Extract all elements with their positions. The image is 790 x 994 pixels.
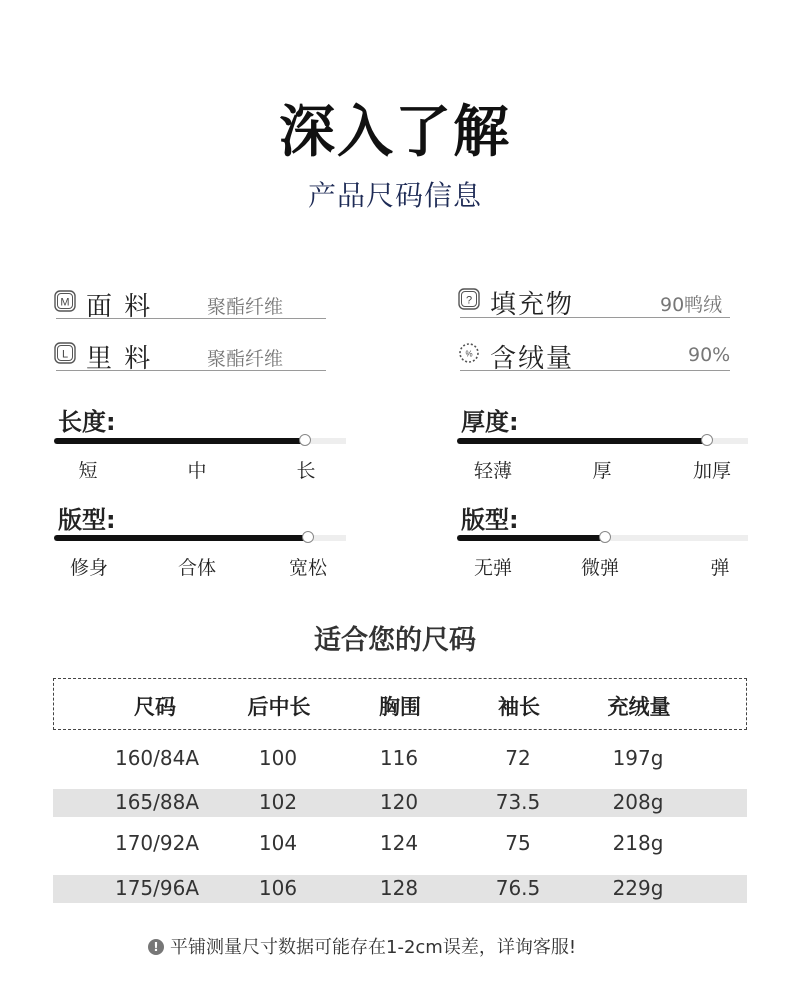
table-cell: 75 <box>505 831 531 855</box>
size-table <box>53 678 747 900</box>
table-cell: 73.5 <box>495 790 541 814</box>
table-cell: 160/84A <box>114 746 200 770</box>
attribute-lining <box>54 338 326 374</box>
length-slider <box>54 438 346 444</box>
table-cell: 120 <box>379 790 419 814</box>
table-row <box>53 789 747 817</box>
table-cell: 124 <box>379 831 419 855</box>
scale-tick: 宽松 <box>288 557 328 579</box>
scale-tick: 中 <box>187 460 207 482</box>
letter-l-icon <box>54 342 76 364</box>
thickness-slider <box>457 438 748 444</box>
table-cell: 106 <box>258 876 298 900</box>
scale-tick: 加厚 <box>692 460 732 482</box>
attribute-down-content <box>458 338 731 374</box>
slider-knob <box>299 434 311 446</box>
table-cell: 165/88A <box>114 790 200 814</box>
table-cell: 102 <box>258 790 298 814</box>
scale-tick: 厚 <box>592 460 612 482</box>
slider-fill <box>457 535 605 541</box>
table-cell: 76.5 <box>495 876 541 900</box>
scale-title-length: 长度: <box>58 408 116 436</box>
size-section-title: 适合您的尺码 <box>314 625 476 656</box>
table-cell: 100 <box>258 746 298 770</box>
divider <box>460 317 730 318</box>
divider <box>56 318 326 319</box>
svg-text:M: M <box>60 296 70 309</box>
column-header: 充绒量 <box>607 695 671 719</box>
table-cell: 128 <box>379 876 419 900</box>
attribute-value: 90鸭绒 <box>660 294 723 316</box>
page-title: 深入了解 <box>279 100 511 165</box>
table-cell: 116 <box>379 746 419 770</box>
fit-slider <box>54 535 346 541</box>
table-cell: 104 <box>258 831 298 855</box>
slider-knob <box>599 531 611 543</box>
attribute-value: 90% <box>688 344 731 366</box>
slider-fill <box>54 438 305 444</box>
table-row <box>53 875 747 903</box>
column-header: 袖长 <box>498 695 540 719</box>
note-text: 平铺测量尺寸数据可能存在1-2cm误差，详询客服! <box>170 937 577 958</box>
column-header: 胸围 <box>379 695 421 719</box>
table-cell: 218g <box>612 831 664 855</box>
measurement-note <box>148 933 576 959</box>
stretch-slider <box>457 535 748 541</box>
svg-text:?: ? <box>465 294 473 307</box>
scale-tick: 无弹 <box>473 557 513 579</box>
attribute-filling <box>458 284 730 320</box>
scale-tick: 长 <box>296 460 316 482</box>
exclamation-icon: ! <box>148 939 164 955</box>
svg-text:L: L <box>61 348 69 361</box>
column-header: 后中长 <box>247 695 311 719</box>
table-row <box>53 745 747 773</box>
scale-title-fit: 版型: <box>58 506 116 534</box>
attribute-label: 填充物 <box>490 290 575 320</box>
attribute-value: 聚酯纤维 <box>207 348 284 370</box>
scale-tick: 微弹 <box>580 557 620 579</box>
attribute-label: 里 料 <box>86 344 153 374</box>
divider <box>460 370 730 371</box>
divider <box>56 370 326 371</box>
slider-knob <box>302 531 314 543</box>
column-header: 尺码 <box>134 695 176 719</box>
scale-tick: 合体 <box>177 557 217 579</box>
slider-fill <box>457 438 707 444</box>
table-cell: 229g <box>612 876 664 900</box>
question-icon <box>458 288 480 310</box>
table-cell: 72 <box>505 746 531 770</box>
slider-fill <box>54 535 308 541</box>
attribute-label: 面 料 <box>86 292 153 322</box>
scale-tick: 弹 <box>710 557 730 579</box>
percent-icon <box>458 342 480 364</box>
letter-m-icon <box>54 290 76 312</box>
scale-tick: 短 <box>78 460 98 482</box>
table-header <box>53 678 747 730</box>
attribute-value: 聚酯纤维 <box>207 296 284 318</box>
table-cell: 170/92A <box>114 831 200 855</box>
attribute-label: 含绒量 <box>490 344 575 374</box>
svg-text:%: % <box>465 349 473 359</box>
table-cell: 197g <box>612 746 664 770</box>
scale-title-stretch: 版型: <box>461 506 519 534</box>
page-subtitle: 产品尺码信息 <box>307 179 482 212</box>
table-cell: 175/96A <box>114 876 200 900</box>
scale-tick: 轻薄 <box>473 460 513 482</box>
table-row <box>53 830 747 858</box>
scale-tick: 修身 <box>69 557 109 579</box>
scale-title-thickness: 厚度: <box>461 408 519 436</box>
table-cell: 208g <box>612 790 664 814</box>
slider-knob <box>701 434 713 446</box>
attribute-fabric <box>54 286 326 322</box>
